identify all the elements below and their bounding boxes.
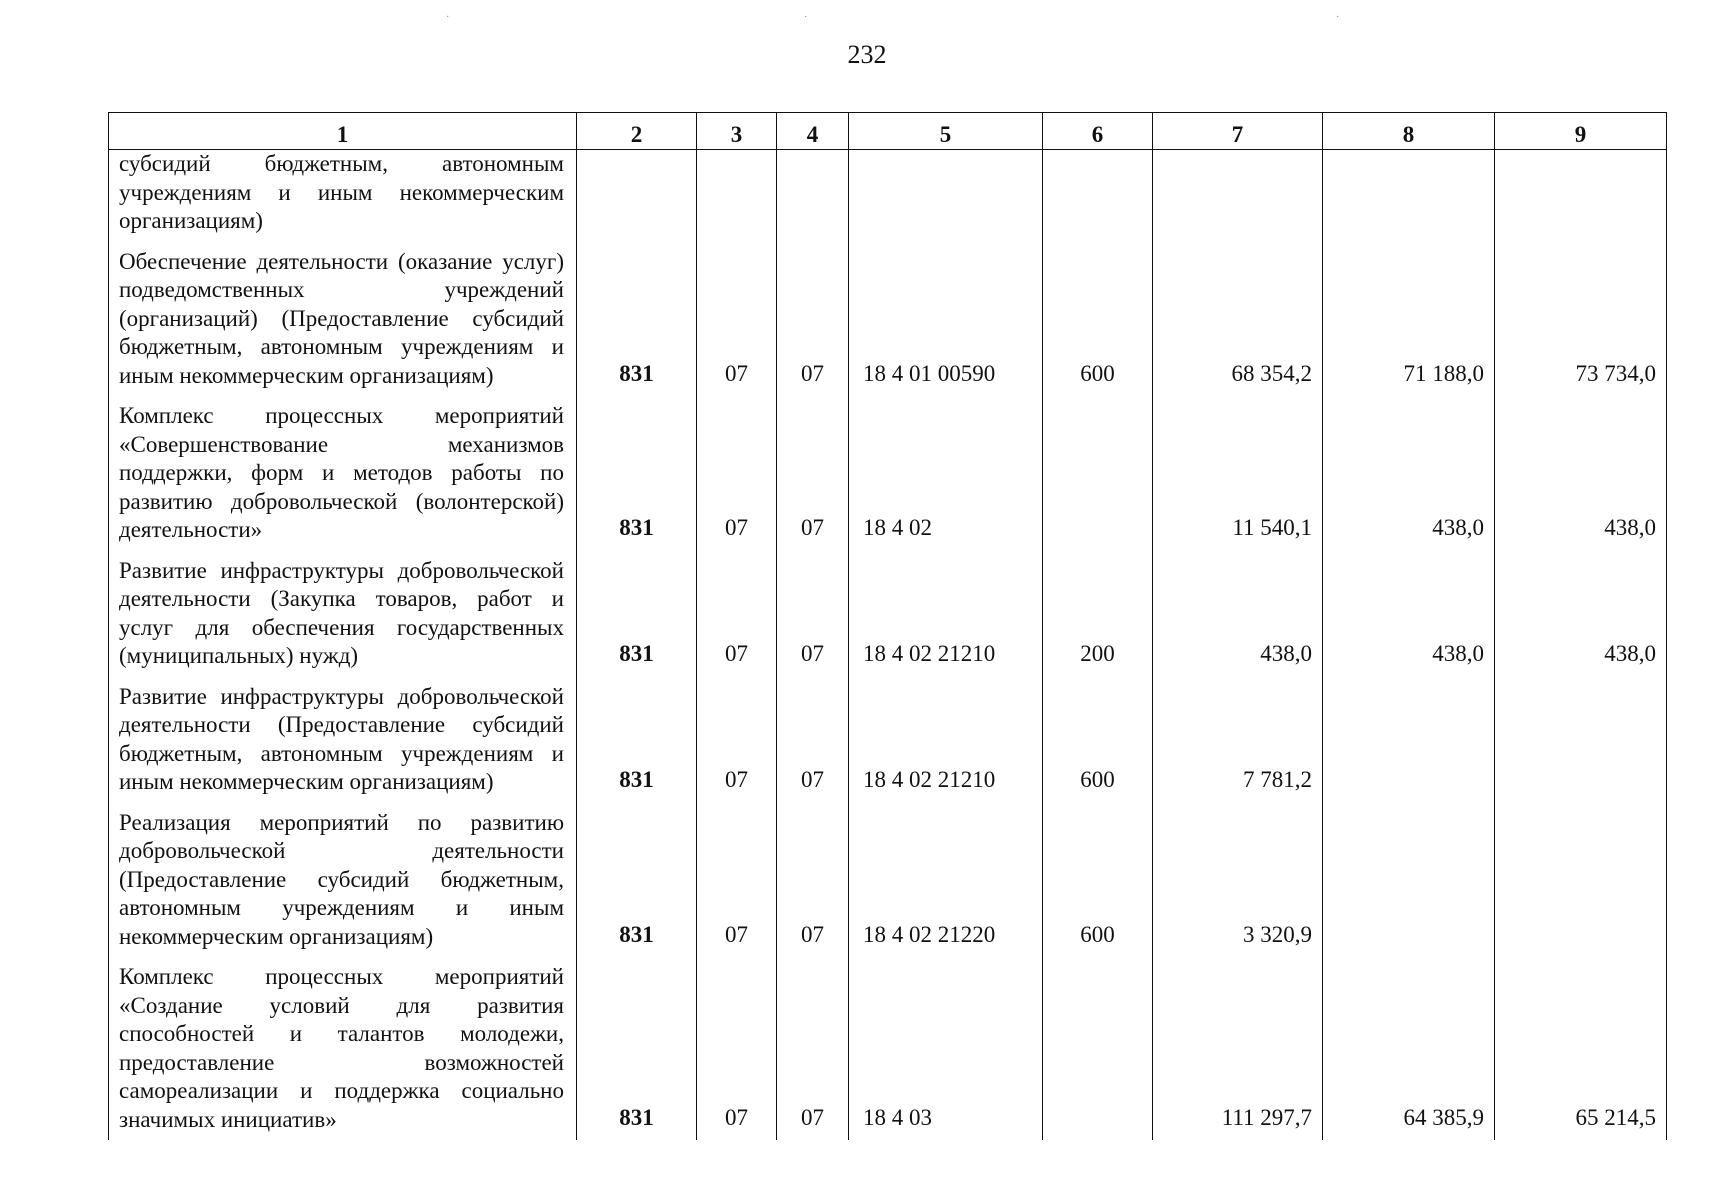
row-subsection: 07 (777, 396, 849, 551)
row-section: 07 (697, 242, 777, 397)
row-amount-col7: 11 540,1 (1153, 396, 1323, 551)
row-name: Комплекс процессных мероприятий «Создание условий для развития способностей и талантов молодежи, предоставление возможностей самореализации и поддержка социально значимых инициатив» (109, 957, 577, 1140)
table-row (109, 957, 1667, 1140)
row-amount-col9 (1495, 677, 1667, 803)
column-header: 7 (1153, 113, 1323, 150)
table-row (109, 396, 1667, 551)
row-subsection: 07 (777, 551, 849, 677)
row-name: субсидий бюджетным, автономным учреждениям и иным некоммерческим организациям) (109, 150, 577, 242)
row-expense-type (1043, 957, 1153, 1140)
row-amount-col9: 438,0 (1495, 396, 1667, 551)
row-target-article: 18 4 02 (849, 396, 1043, 551)
row-chapter: 831 (577, 677, 697, 803)
row-subsection (777, 150, 849, 242)
row-amount-col9: 65 214,5 (1495, 957, 1667, 1140)
row-amount-col8 (1323, 677, 1495, 803)
row-amount-col9 (1495, 150, 1667, 242)
scan-dot-mark: · (1336, 12, 1340, 23)
row-name: Развитие инфраструктуры добровольческой деятельности (Закупка товаров, работ и услуг для обеспечения государственных (муниципальных) нужд) (109, 551, 577, 677)
row-target-article: 18 4 01 00590 (849, 242, 1043, 397)
row-chapter: 831 (577, 242, 697, 397)
row-section: 07 (697, 677, 777, 803)
table-row (109, 551, 1667, 677)
scan-dot-mark: · (804, 12, 808, 23)
row-name: Обеспечение деятельности (оказание услуг) подведомственных учреждений (организаций) (Предоставление субсидий бюджетным, автономным учреждениям и иным некоммерческим организациям) (109, 242, 577, 397)
row-subsection: 07 (777, 803, 849, 958)
row-amount-col7: 7 781,2 (1153, 677, 1323, 803)
row-amount-col7 (1153, 150, 1323, 242)
row-amount-col9 (1495, 803, 1667, 958)
scan-dot-mark: · (446, 12, 450, 23)
column-header: 2 (577, 113, 697, 150)
row-chapter: 831 (577, 957, 697, 1140)
table-row (109, 150, 1667, 242)
row-subsection: 07 (777, 677, 849, 803)
row-name: Развитие инфраструктуры добровольческой деятельности (Предоставление субсидий бюджетным, автономным учреждениям и иным некоммерческим организациям) (109, 677, 577, 803)
row-expense-type: 600 (1043, 242, 1153, 397)
row-section: 07 (697, 957, 777, 1140)
row-section: 07 (697, 803, 777, 958)
column-header: 9 (1495, 113, 1667, 150)
row-amount-col7: 438,0 (1153, 551, 1323, 677)
row-chapter: 831 (577, 551, 697, 677)
row-target-article: 18 4 02 21220 (849, 803, 1043, 958)
row-chapter (577, 150, 697, 242)
row-amount-col8: 71 188,0 (1323, 242, 1495, 397)
row-expense-type: 200 (1043, 551, 1153, 677)
row-amount-col9: 438,0 (1495, 551, 1667, 677)
row-section: 07 (697, 551, 777, 677)
row-target-article: 18 4 03 (849, 957, 1043, 1140)
row-expense-type: 600 (1043, 677, 1153, 803)
row-subsection: 07 (777, 242, 849, 397)
row-expense-type (1043, 150, 1153, 242)
row-expense-type (1043, 396, 1153, 551)
row-amount-col9: 73 734,0 (1495, 242, 1667, 397)
row-amount-col8 (1323, 803, 1495, 958)
row-target-article: 18 4 02 21210 (849, 551, 1043, 677)
row-target-article (849, 150, 1043, 242)
page-number: 232 (847, 40, 887, 69)
column-header: 1 (109, 113, 577, 150)
row-section: 07 (697, 396, 777, 551)
row-target-article: 18 4 02 21210 (849, 677, 1043, 803)
row-name: Комплекс процессных мероприятий «Совершенствование механизмов поддержки, форм и методов работы по развитию добровольческой (волонтерской) деятельности» (109, 396, 577, 551)
budget-table (108, 112, 1667, 1140)
row-chapter: 831 (577, 396, 697, 551)
row-chapter: 831 (577, 803, 697, 958)
row-amount-col7: 111 297,7 (1153, 957, 1323, 1140)
table-row (109, 677, 1667, 803)
row-subsection: 07 (777, 957, 849, 1140)
column-header: 4 (777, 113, 849, 150)
row-name: Реализация мероприятий по развитию добровольческой деятельности (Предоставление субсидий бюджетным, автономным учреждениям и иным некоммерческим организациям) (109, 803, 577, 958)
row-section (697, 150, 777, 242)
table-row (109, 242, 1667, 397)
table-header-row (109, 113, 1667, 150)
column-header: 3 (697, 113, 777, 150)
column-header: 5 (849, 113, 1043, 150)
column-header: 8 (1323, 113, 1495, 150)
row-amount-col8: 438,0 (1323, 551, 1495, 677)
row-amount-col8 (1323, 150, 1495, 242)
row-amount-col8: 438,0 (1323, 396, 1495, 551)
table-row (109, 803, 1667, 958)
row-amount-col8: 64 385,9 (1323, 957, 1495, 1140)
row-amount-col7: 68 354,2 (1153, 242, 1323, 397)
column-header: 6 (1043, 113, 1153, 150)
row-expense-type: 600 (1043, 803, 1153, 958)
row-amount-col7: 3 320,9 (1153, 803, 1323, 958)
